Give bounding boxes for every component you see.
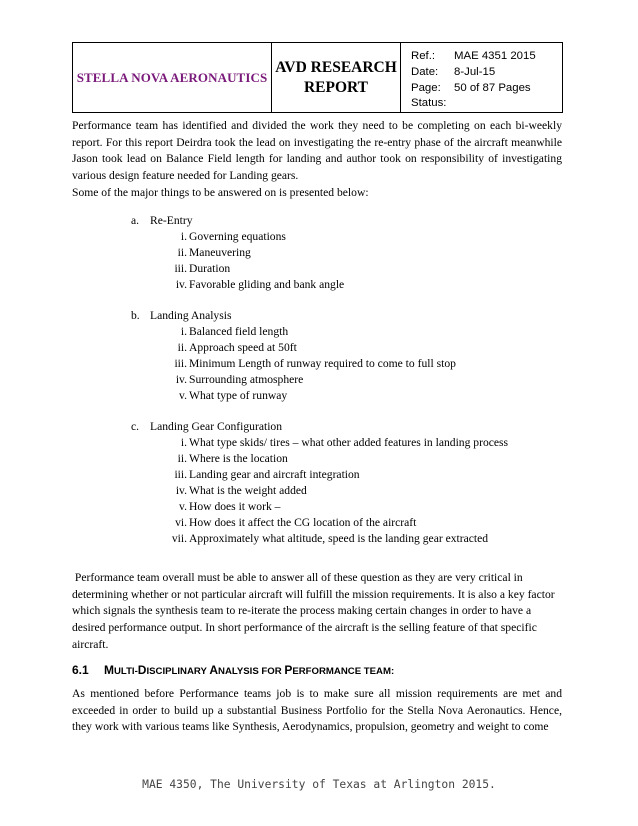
meta-date (411, 65, 562, 81)
list-item: Approximately what altitude, speed is the landing gear extracted (189, 532, 489, 545)
meta-status (411, 96, 562, 112)
section-body-paragraph: As mentioned before Performance teams job is to make sure all mission requirements are met and exceeded in order to build up a substantial Business Portfolio for the Stella Nova Aeronautics. Hence, they work with various teams like Synthesis, Aerodynamics, propulsion, geometry and weight to come (72, 687, 562, 734)
list-number: vii. (171, 532, 187, 545)
list-item: Favorable gliding and bank angle (189, 278, 345, 291)
section-heading-w4-rest: ERFORMANCE TEAM: (292, 666, 395, 677)
section-heading (72, 663, 394, 677)
list-number: iv. (175, 373, 187, 386)
list-number: i. (180, 436, 187, 449)
date-value: 8-Jul-15 (454, 65, 496, 78)
list-number: iii. (174, 357, 187, 370)
lead-in-paragraph: Some of the major things to be answered on is presented below: (72, 186, 369, 199)
page-label: Page: (411, 81, 441, 94)
header-table (72, 42, 563, 113)
section-heading-w2-initial: D (137, 663, 147, 677)
report-title-line1: AVD RESEARCH (275, 58, 397, 76)
group-b-title: Landing Analysis (150, 309, 232, 322)
page-value: 50 of 87 Pages (454, 81, 531, 94)
date-label: Date: (411, 65, 439, 78)
list-item: Approach speed at 50ft (189, 341, 297, 354)
report-title (272, 43, 401, 112)
list-number: iv. (175, 278, 187, 291)
company-name: STELLA NOVA AERONAUTICS (73, 43, 272, 112)
list-number: iii. (174, 262, 187, 275)
list-item: Governing equations (189, 230, 286, 243)
section-heading-w1-initial: M (104, 663, 114, 677)
list-item: Duration (189, 262, 231, 275)
group-c-title: Landing Gear Configuration (150, 420, 283, 433)
list-number: ii. (177, 452, 187, 465)
report-title-line2: REPORT (303, 78, 369, 96)
list-item: Where is the location (189, 452, 288, 465)
list-item: What is the weight added (189, 484, 307, 497)
list-number: i. (180, 325, 187, 338)
list-number: v. (179, 500, 187, 513)
meta-page (411, 81, 562, 97)
section-heading-w2-rest: ISCIPLINARY (146, 666, 210, 677)
list-number: i. (180, 230, 187, 243)
section-heading-w3-initial: A (209, 663, 219, 677)
conclusion-paragraph: Performance team overall must be able to answer all of these question as they are very critical in determining whether or not particular aircraft will fulfill the mission requirements. It is also a key factor which signals the synthesis team to re-iterate the process making certain changes in order to have a desired performance output. In short performance of the aircraft is the selling feature of that specific aircraft. (72, 571, 558, 651)
list-number: ii. (177, 341, 187, 354)
status-label: Status: (411, 97, 447, 110)
section-number: 6.1 (72, 663, 89, 677)
list-number: ii. (177, 246, 187, 259)
section-heading-w4-initial: P (284, 663, 293, 677)
list-item: Surrounding atmosphere (189, 373, 304, 386)
list-item: Balanced field length (189, 325, 289, 338)
list-item: Minimum Length of runway required to come to full stop (189, 357, 456, 370)
report-meta (401, 43, 562, 112)
section-heading-w1-rest: ULTI- (114, 666, 138, 677)
list-item: How does it affect the CG location of the aircraft (189, 516, 417, 529)
group-b-letter: b. (131, 309, 140, 322)
page-footer: MAE 4350, The University of Texas at Arlington 2015. (142, 778, 496, 791)
intro-paragraph: Performance team has identified and divided the work they need to be completing on each bi-weekly report. For this report Deirdra took the lead on investigating the re-entry phase of the aircraft meanwhile Jason took lead on Balance Field length for landing and author took on responsibility of investigating various design feature needed for Landing gears. (72, 119, 562, 183)
ref-label: Ref.: (411, 50, 436, 62)
ref-value: MAE 4351 2015 (454, 50, 536, 62)
list-item: Maneuvering (189, 246, 251, 259)
section-heading-w3-rest: NALYSIS FOR (218, 666, 285, 677)
list-number: vi. (175, 516, 187, 529)
group-c-letter: c. (131, 420, 140, 433)
list-item: What type skids/ tires – what other added features in landing process (189, 436, 509, 449)
list-item: How does it work – (189, 500, 281, 513)
group-a-letter: a. (131, 214, 140, 227)
list-number: v. (179, 389, 187, 402)
group-a-title: Re-Entry (150, 214, 193, 227)
list-number: iii. (174, 468, 187, 481)
list-item: Landing gear and aircraft integration (189, 468, 360, 481)
list-number: iv. (175, 484, 187, 497)
list-item: What type of runway (189, 389, 288, 402)
meta-ref (411, 49, 562, 65)
